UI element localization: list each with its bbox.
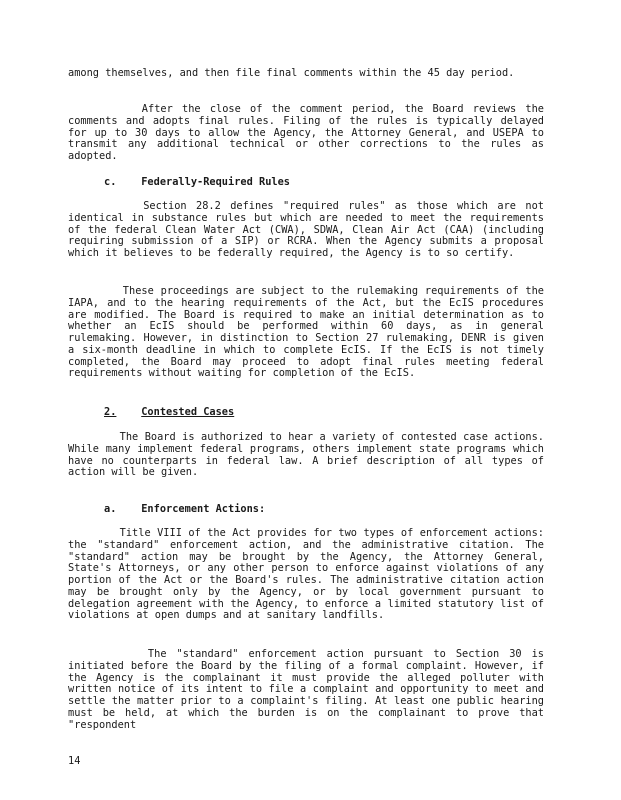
paragraph-title-viii: Title VIII of the Act provides for two types of enforcement actions: the "standard" enforcement action, and the administrative citation. The "standard" action may be brought by the Agency, the Attorney General, State's Attorneys, or any other person to enforce against violations of any portion of the Act or the Board's rules. The administrative citation action may be brought only by the Agency, or by local government pursuant to delegation agreement with the Agency, to enforce a limited statutory list of violations at open dumps and at sanitary landfills. [68, 527, 551, 622]
paragraph-contested-cases: The Board is authorized to hear a variety of contested case actions. While many implement federal programs, others implement state programs which have no counterparts in federal law. A brief description of all types of action will be given. [68, 431, 551, 479]
heading-a-number: a. [104, 503, 117, 515]
paragraph-proceedings: These proceedings are subject to the rulemaking requirements of the IAPA, and to the hearing requirements of the Act, but the EcIS procedures are modified. The Board is required to make an initial determination as to whether an EcIS should be performed within 60 days, as in general rulemaking. However, in distinction to Section 27 rulemaking, DENR is given a six-month deadline in which to complete EcIS. If the EcIS is not timely completed, the Board may proceed to adopt final rules meeting federal requirements without waiting for completion of the EcIS. [68, 285, 551, 380]
heading-a-title: Enforcement Actions: [141, 503, 266, 515]
heading-2-number: 2. [104, 406, 117, 418]
heading-federally-required-rules [104, 177, 544, 189]
heading-c-title: Federally-Required Rules [141, 176, 291, 188]
paragraph-comment-period: After the close of the comment period, the Board reviews the comments and adopts final rules. Filing of the rules is typically delayed for up to 30 days to allow the Agency, the Attorney General, and USEPA to transmit any additional technical or other corrections to the rules as adopted. [68, 103, 551, 162]
paragraph-section-28-2: Section 28.2 defines "required rules" as those which are not identical in substance rules but which are needed to meet the requirements of the federal Clean Water Act (CWA), SDWA, Clean Air Act (CAA) (including requiring submission of a SIP) or RCRA. When the Agency submits a proposal which it believes to be federally required, the Agency is to so certify. [68, 200, 551, 259]
heading-c-number: c. [104, 176, 117, 188]
heading-2-title: Contested Cases [141, 406, 235, 418]
heading-enforcement-actions [104, 504, 544, 516]
heading-contested-cases [104, 407, 544, 419]
paragraph-continued: among themselves, and then file final comments within the 45 day period. [68, 67, 515, 79]
paragraph-standard-enforcement: The "standard" enforcement action pursuant to Section 30 is initiated before the Board by the filing of a formal complaint. However, if the Agency is the complainant it must provide the alleged polluter with written notice of its intent to file a complaint and opportunity to meet and settle the matter prior to a complaint's filing. At least one public hearing must be held, at which the burden is on the complainant to prove that "respondent [68, 648, 551, 731]
page-number: 14 [68, 755, 81, 767]
